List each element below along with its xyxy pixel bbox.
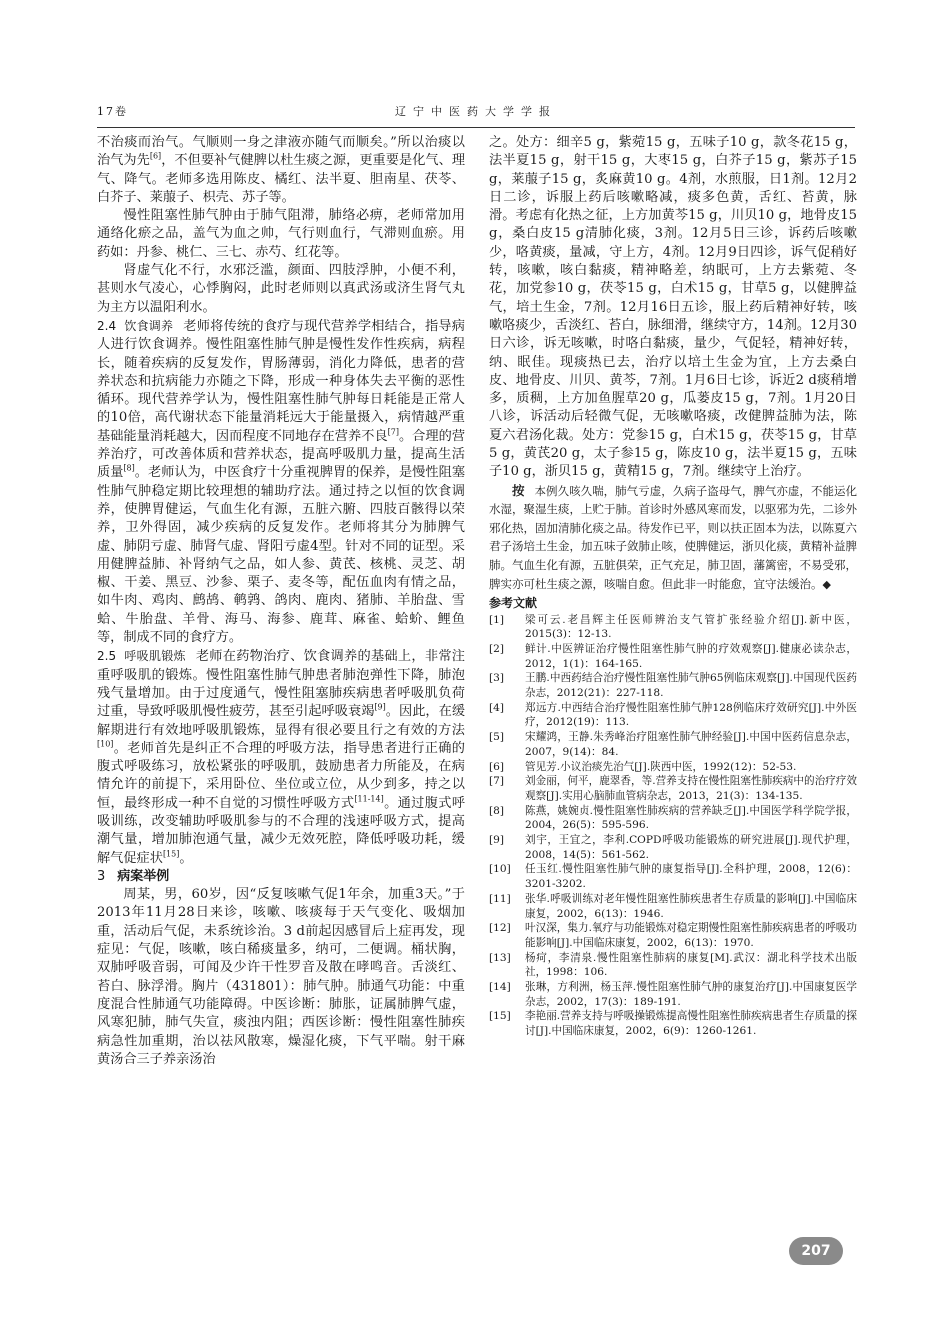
section-number: 2.4 xyxy=(97,318,117,333)
reference-text: 刘宇，王宜之，李利.COPD呼吸功能锻炼的研究进展[J].现代护理，2008，14(5)：561-562. xyxy=(525,834,857,861)
section-number: 3 xyxy=(97,868,106,884)
section-3-title xyxy=(97,868,465,886)
end-diamond-icon: ◆ xyxy=(822,577,831,591)
reference-item xyxy=(489,760,857,775)
reference-item xyxy=(489,774,857,803)
section-2-5: 2.5 呼吸肌锻炼 老师在药物治疗、饮食调养的基础上，非常注重呼吸肌的锻炼。慢性阻塞性肺气肿患者肺泡弹性下降，肺泡残气量增加。由于过度通气，慢性阻塞肺疾病患者呼吸肌负荷过重，导致呼吸肌慢性疲劳，甚至引起呼吸衰竭[9]。因此，在缓解期进行有效地呼吸肌锻炼，显得有很必要且行之有效的方法[10]。老师首先是纠正不合理的呼吸方法，指导患者进行正确的腹式呼吸练习，放松紧张的呼吸肌，鼓励患者力所能及，在病情允许的前提下，采用卧位、坐位或立位，从少到多，持之以恒，最终形成一种不自觉的习惯性呼吸方式[11-14]。通过腹式呼吸训练，改变辅助呼吸肌参与的不合理的浅速呼吸方式，提高潮气量，增加肺泡通气量，减少无效死腔，降低呼吸功耗，缓解气促症状[15]。 xyxy=(97,649,466,866)
reference-number: [15] xyxy=(489,1010,511,1023)
commentary-mark: 按 xyxy=(512,482,525,498)
reference-text: 陈燕，姚婉贞.慢性阻塞性肺疾病的营养缺乏[J].中国医学科学院学报，2004，26(5)：595-596. xyxy=(525,804,857,832)
reference-number: [10] xyxy=(489,863,511,876)
commentary: 按 本例久咳久喘，肺气亏虚，久病子盗母气，脾气亦虚，不能运化水湿，聚湿生痰，上贮于肺。首诊时外感风寒而发，以驱邪为先，二诊外邪化热，固加清肺化痰之品。待发作已平，则以扶正固本为法，以陈夏六君子汤培土生金，加五味子敛肺止咳，使脾健运，浙贝化痰，黄精补益脾肺。气血生化有源，五脏俱荣，正气充足，肺卫固，藩篱密，不易受邪，脾实亦可杜生痰之源，咳喘自愈。但此非一时能愈，宜守法缓治。◆ xyxy=(489,482,857,591)
citation: [7] xyxy=(387,427,399,437)
reference-text: 任玉红.慢性阻塞性肺气肿的康复指导[J].全科护理，2008，12(6)：3201-3202. xyxy=(525,863,857,891)
reference-text: 叶汉深，集力.氧疗与功能锻炼对稳定期慢性阻塞性肺疾病患者的呼吸功能影响[J].中国临床康复，2002，6(13)：1970. xyxy=(525,922,857,949)
reference-list xyxy=(489,613,857,1039)
reference-number: [7] xyxy=(489,775,505,788)
section-2-4: 2.4 饮食调养 老师将传统的食疗与现代营养学相结合，指导病人进行饮食调养。慢性阻塞性肺气肿是慢性发作性疾病，病程长，随着疾病的反复发作，胃肠薄弱，消化力降低，患者的营养状态和抗病能力亦随之下降，形成一种身体失去平衡的恶性循环。现代营养学认为，慢性阻塞性肺气肿每日耗能是正常人的10倍，高代谢状态下能量消耗远大于能量摄入，病情越严重基础能量消耗越大，因而程度不同地存在营养不良[7]。合理的营养治疗，可改善体质和营养状态，提高呼吸肌力量，提高生活质量[8]。老师认为，中医食疗十分重视脾胃的保养，是慢性阻塞性肺气肿稳定期比较理想的辅助疗法。通过持之以恒的饮食调养，使脾胃健运，气血生化有源，五脏六腑、四肢百骸得以荣养，卫外得固，减少疾病的反复发作。老师将其分为肺脾气虚、肺阴亏虚、肺肾气虚、肾阳亏虚4型。针对不同的证型。采用健脾益肺、补肾纳气之品，如人参、黄芪、核桃、灵芝、胡椒、干姜、黑豆、沙参、栗子、麦冬等，配伍血肉有情之品，如牛肉、鸡肉、鹧鸪、鹌鹑、鸽肉、鹿肉、猪肺、羊胎盘、雪蛤、牛胎盘、羊骨、海马、海参、鹿茸、麻雀、蛤蚧、鲤鱼等，制成不同的食疗方。 xyxy=(97,318,466,646)
reference-item xyxy=(489,804,857,833)
reference-text: 王鹏.中西药结合治疗慢性阻塞性肺气肿65例临床观察[J].中国现代医药杂志，2012(21)：227-118. xyxy=(525,672,857,700)
citation: [6] xyxy=(149,151,162,161)
citation: [15] xyxy=(162,849,180,859)
reference-text: 刘金丽，何平，鹿翠香，等.营养支持在慢性阻塞性肺疾病中的治疗疗效观察[J].实用心脑肺血管病杂志，2013，21(3)：134-135. xyxy=(525,775,857,802)
reference-item xyxy=(489,951,857,980)
reference-text: 杨疴，李清泉.慢性阻塞性肺病的康复[M].武汉：湖北科学技术出版社，1998：106. xyxy=(525,951,857,979)
case-paragraph: 周某，男，60岁，因“反复咳嗽气促1年余，加重3天。”于2013年11月28日来诊，咳嗽、咳痰每于天气变化、吸烟加重，活动后气促，未系统诊治。3 d前起因感冒后上症再发，现症见：气促，咳嗽，咳白稀痰量多，纳可，二便调。桶状胸，双肺呼吸音弱，可闻及少许干性罗音及散在哮鸣音。舌淡红、苔白、脉浮滑。胸片（431801）：肺气肿。肺通气功能：中重度混合性肺通气功能障碍。中医诊断：肺胀，证属肺脾气虚，风寒犯肺，肺气失宣，痰浊内阻；西医诊断：慢性阻塞性肺疾病急性加重期，治以祛风散寒，燥湿化痰，下气平喘。射干麻黄汤合三子养亲汤治 xyxy=(97,887,465,1067)
reference-item xyxy=(489,921,857,950)
reference-text: 张琳，方利洲，杨玉萍.慢性阻塞性肺气肿的康复治疗[J].中国康复医学杂志，2002，17(3)：189-191. xyxy=(525,981,857,1008)
reference-item xyxy=(489,980,857,1009)
citation: [11-14] xyxy=(354,794,384,804)
reference-item xyxy=(489,701,857,730)
header-rule xyxy=(97,127,855,128)
reference-number: [12] xyxy=(489,922,511,935)
reference-text: 张华.呼吸训练对老年慢性阻塞性肺疾患者生存质量的影响[J].中国临床康复，2002，6(13)：1946. xyxy=(525,892,857,920)
reference-number: [3] xyxy=(489,672,505,685)
reference-number: [9] xyxy=(489,834,505,847)
reference-item xyxy=(489,613,857,642)
reference-text: 梁可云.老昌辉主任医师辨治支气管扩张经验介绍[J].新中医，2015(3)：12-13. xyxy=(525,613,857,641)
reference-number: [2] xyxy=(489,642,505,655)
reference-number: [5] xyxy=(489,731,505,744)
section-heading: 呼吸肌锻炼 xyxy=(124,649,186,664)
reference-item xyxy=(489,862,857,891)
reference-number: [6] xyxy=(489,760,505,773)
reference-number: [4] xyxy=(489,701,505,714)
reference-item xyxy=(489,671,857,700)
reference-number: [1] xyxy=(489,613,505,626)
reference-text: 鲜计.中医辨证治疗慢性阻塞性肺气肿的疗效观察[J].健康必读杂志，2012，1(1)：164-165. xyxy=(525,642,857,670)
right-column xyxy=(489,134,857,1039)
reference-item xyxy=(489,833,857,862)
section-heading: 饮食调养 xyxy=(124,318,174,333)
journal-title: 辽宁中医药大学学报 xyxy=(395,105,557,118)
reference-item xyxy=(489,730,857,759)
reference-number: [13] xyxy=(489,951,511,964)
reference-number: [11] xyxy=(489,892,511,905)
reference-number: [8] xyxy=(489,804,505,817)
case-continuation: 之。处方：细辛5 g，紫菀15 g，五味子10 g，款冬花15 g，法半夏15 g，射干15 g，大枣15 g，白芥子15 g，紫苏子15 g，莱菔子15 g，炙麻黄10 g。4剂，水煎服，日1剂。12月2日二诊，诉服上药后咳嗽略减，痰多色黄，舌红、苔黄，脉滑。考虑有化热之征，上方加黄芩15 g，川贝10 g，地骨皮15 g，桑白皮15 g清肺化痰，3剂。12月5日三诊，诉药后咳嗽少，咯黄痰，量减，守上方，4剂。12月9日四诊，诉气促稍好转，咳嗽，咳白黏痰，精神略差，纳眠可，上方去紫菀、冬花，加党参10 g，茯苓15 g，白术15 g，甘草5 g，以健脾益气，培土生金，7剂。12月16日五诊，服上药后精神好转，咳嗽咯痰少，舌淡红、苔白，脉细滑，继续守方，14剂。12月30日六诊，诉无咳嗽，时咯白黏痰，量少，气促轻，精神好转，纳、眠佳。现痰热已去，治疗以培土生金为宜，上方去桑白皮、地骨皮、川贝、黄芩，7剂。1月6日七诊，诉近2 d痰稍增多，质稠，上方加鱼腥草20 g，瓜蒌皮15 g，7剂。1月20日八诊，诉活动后轻微气促，无咳嗽咯痰，改健脾益肺为法，陈夏六君汤化裁。处方：党参15 g，白术15 g，茯苓15 g，甘草5 g，黄芪20 g，太子参15 g，陈皮10 g，法半夏15 g，五味子10 g，浙贝15 g，黄精15 g，7剂。继续守上治疗。 xyxy=(489,135,857,480)
references-title: 参考文献 xyxy=(489,596,538,611)
reference-text: 李艳丽.营养支持与呼吸操锻炼提高慢性阻塞性肺疾病患者生存质量的探讨[J].中国临床康复，2002，6(9)：1260-1261. xyxy=(525,1010,857,1038)
citation: [8] xyxy=(123,463,135,473)
reference-text: 宋耀鸿，王静.朱秀峰治疗阻塞性肺气肿经验[J].中国中医药信息杂志，2007，9(14)：84. xyxy=(525,731,857,758)
left-column xyxy=(97,134,465,1069)
reference-item xyxy=(489,1009,857,1038)
paragraph: 肾虚气化不行，水邪泛滥，颜面、四肢浮肿，小便不利，甚则水气凌心，心悸胸闷，此时老师则以真武汤或济生肾气丸为主方以温阳利水。 xyxy=(97,263,465,315)
volume-label: 17卷 xyxy=(97,105,128,118)
reference-item xyxy=(489,892,857,921)
section-number: 2.5 xyxy=(97,649,117,664)
paragraph: 不治痰而治气。气顺则一身之津液亦随气而顺矣。”所以治痰以治气为先[6]，不但要补气健脾以杜生痰之源，更重要是化气、理气、降气。老师多选用陈皮、橘红、法半夏、胆南星、茯苓、白芥子、莱菔子、枳壳、苏子等。 xyxy=(97,135,466,205)
reference-text: 郑远方.中西结合治疗慢性阻塞性肺气肿128例临床疗效研究[J].中外医疗，2012(19)：113. xyxy=(525,701,857,729)
citation: [9] xyxy=(374,702,386,712)
paragraph: 慢性阻塞性肺气肿由于肺气阻滞，肺络必痹，老师常加用通络化瘀之品，盖气为血之帅，气行则血行，气滞则血瘀。用药如：丹参、桃仁、三七、赤芍、红花等。 xyxy=(97,208,465,260)
page-number: 207 xyxy=(789,1237,843,1265)
reference-number: [14] xyxy=(489,981,511,994)
reference-item xyxy=(489,642,857,671)
section-heading: 病案举例 xyxy=(117,868,170,884)
running-header xyxy=(97,101,855,121)
reference-text: 管见芳.小议治痰先治气[J].陕西中医，1992(12)：52-53. xyxy=(525,760,797,773)
citation: [10] xyxy=(97,739,114,749)
